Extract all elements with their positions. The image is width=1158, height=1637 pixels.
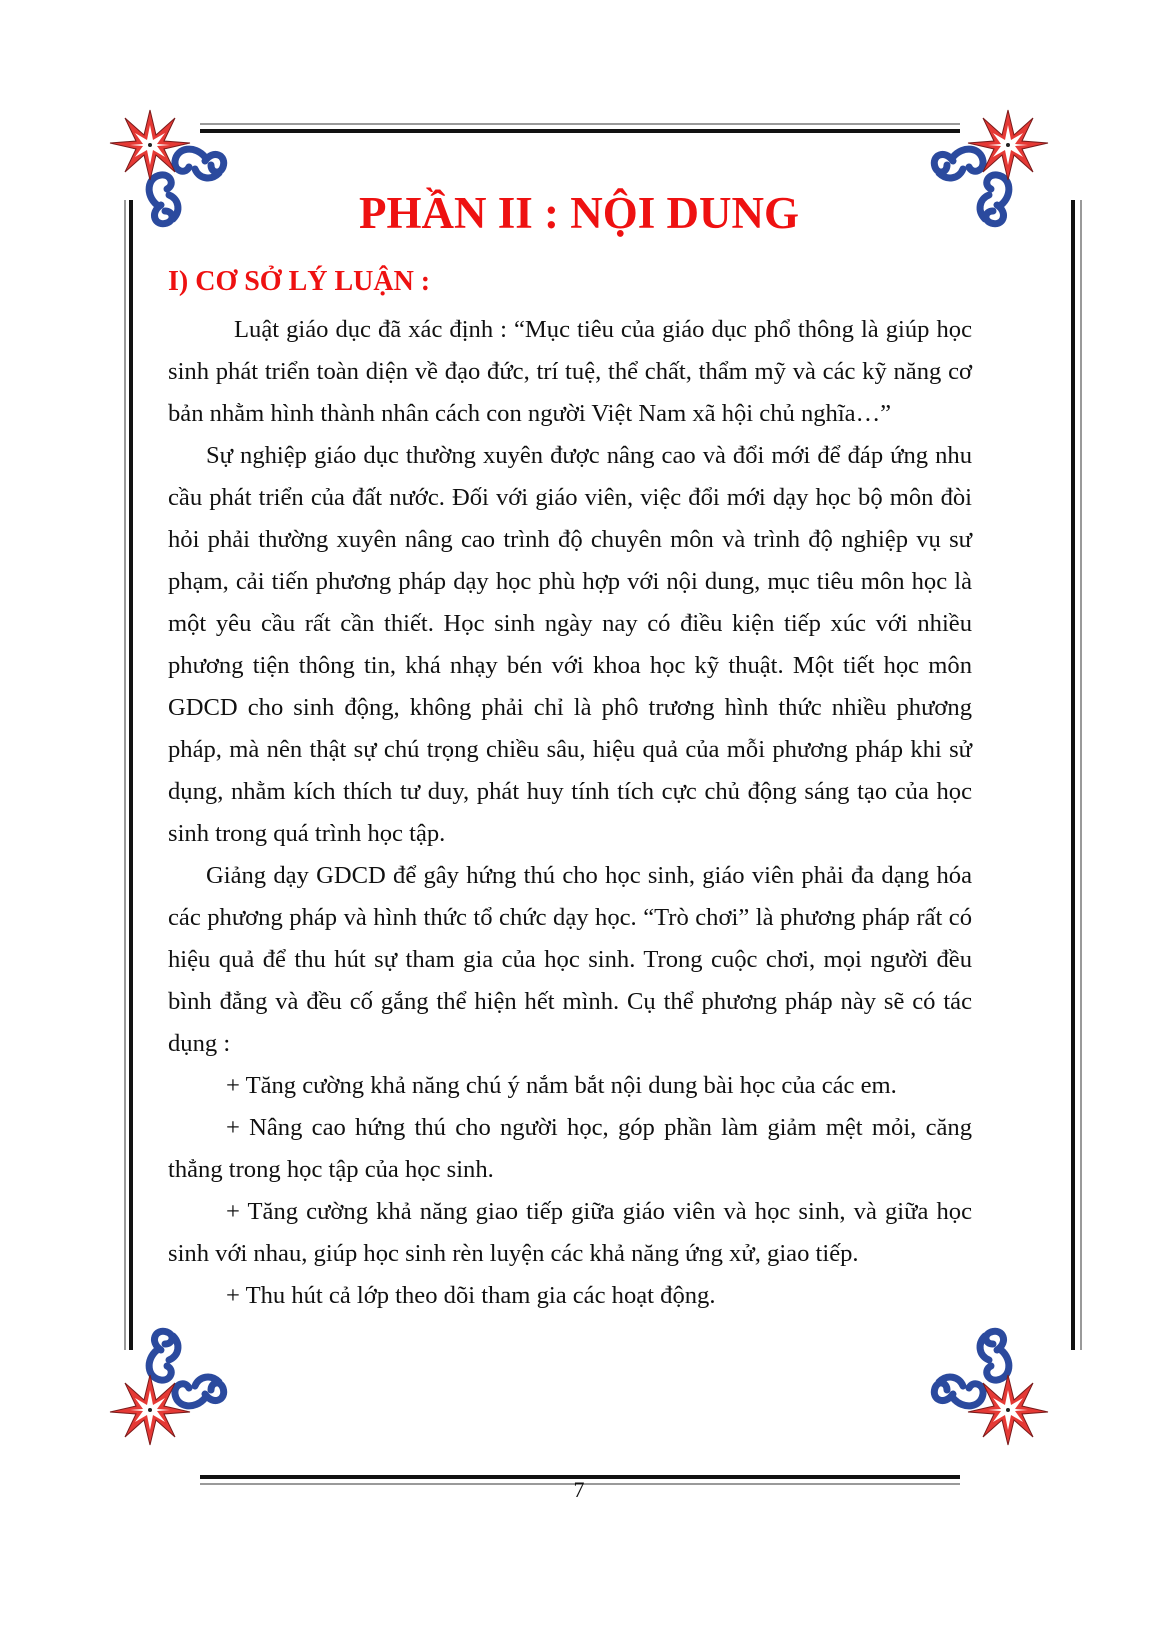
body-text (168, 309, 972, 1317)
frame-outer-line-right (1080, 200, 1082, 1350)
frame-outer-line-top (200, 123, 960, 125)
paragraph: Luật giáo dục đã xác định : “Mục tiêu của giáo dục phổ thông là giúp học sinh phát triển toàn diện về đạo đức, trí tuệ, thể chất, thẩm mỹ và các kỹ năng cơ bản nhằm hình thành nhân cách con người Việt Nam xã hội chủ nghĩa…” (168, 316, 972, 427)
frame-inner-line-right (1071, 200, 1075, 1350)
corner-ornament-bottom-right-icon (913, 1310, 1063, 1460)
paragraph: Sự nghiệp giáo dục thường xuyên được nâng cao và đổi mới để đáp ứng nhu cầu phát triển của đất nước. Đối với giáo viên, việc đổi mới dạy học bộ môn đòi hỏi phải thường xuyên nâng cao trình độ chuyên môn và trình độ nghiệp vụ sư phạm, cải tiến phương pháp dạy học phù hợp với nội dung, mục tiêu môn học là một yêu cầu rất cần thiết. Học sinh ngày nay có điều kiện tiếp xúc với nhiều phương tiện thông tin, khá nhạy bén với khoa học kỹ thuật. Một tiết học môn GDCD cho sinh động, không phải chỉ là phô trương hình thức nhiều phương pháp, mà nên thật sự chú trọng chiều sâu, hiệu quả của mỗi phương pháp khi sử dụng, nhằm kích thích tư duy, phát huy tính tích cực chủ động sáng tạo của học sinh trong quá trình học tập. (168, 442, 972, 847)
page-number: 7 (573, 1477, 585, 1502)
corner-ornament-bottom-left-icon (95, 1310, 245, 1460)
bullet-item: + Tăng cường khả năng giao tiếp giữa giáo viên và học sinh, và giữa học sinh với nhau, giúp học sinh rèn luyện các khả năng ứng xử, giao tiếp. (168, 1198, 972, 1267)
frame-inner-line-top (200, 129, 960, 133)
frame-outer-line-left (124, 200, 126, 1350)
page-title: PHẦN II : NỘI DUNG (358, 188, 799, 238)
frame-inner-line-left (129, 200, 133, 1350)
section-heading: I) CƠ SỞ LÝ LUẬN : (168, 266, 431, 297)
bullet-item: + Tăng cường khả năng chú ý nắm bắt nội dung bài học của các em. (226, 1072, 897, 1099)
paragraph: Giảng dạy GDCD để gây hứng thú cho học sinh, giáo viên phải đa dạng hóa các phương pháp và hình thức tổ chức dạy học. “Trò chơi” là phương pháp rất có hiệu quả để thu hút sự tham gia của học sinh. Trong cuộc chơi, mọi người đều bình đẳng và đều cố gắng thể hiện hết mình. Cụ thể phương pháp này sẽ có tác dụng : (168, 862, 972, 1057)
bullet-item: + Nâng cao hứng thú cho người học, góp phần làm giảm mệt mỏi, căng thẳng trong học tập của học sinh. (168, 1114, 972, 1183)
bullet-item: + Thu hút cả lớp theo dõi tham gia các hoạt động. (226, 1282, 716, 1309)
